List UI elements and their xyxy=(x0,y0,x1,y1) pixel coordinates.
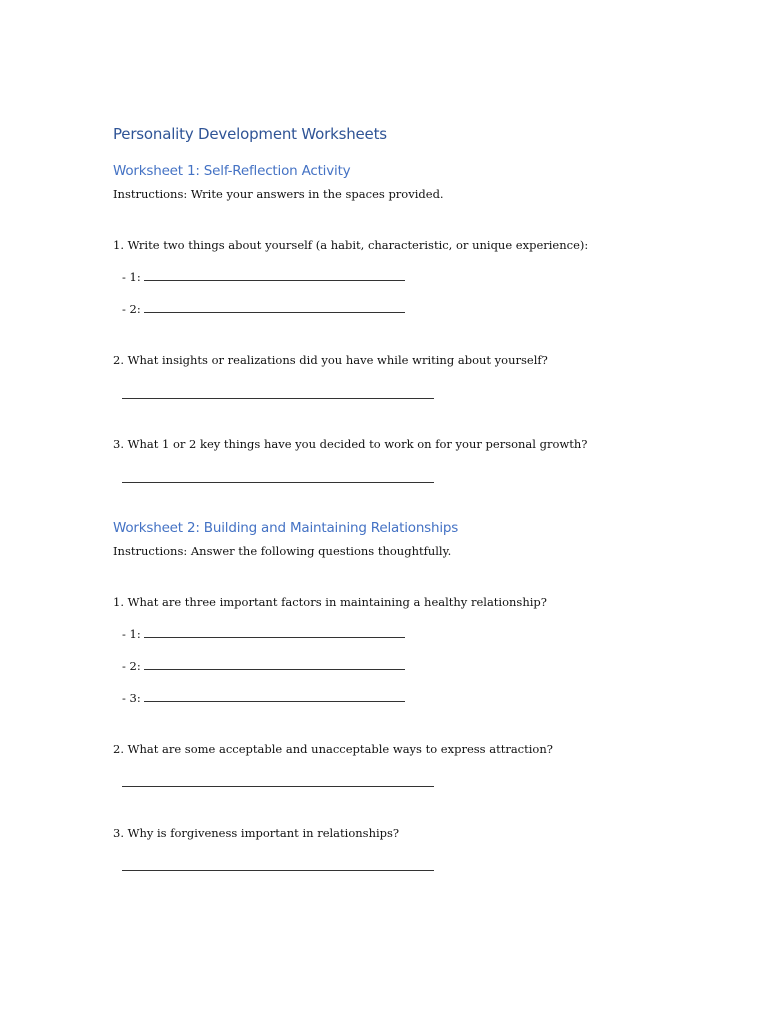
worksheet-2-question-2: 2. What are some acceptable and unacceptable ways to express attraction? xyxy=(113,742,553,756)
answer-line[interactable] xyxy=(144,660,405,670)
answer-label: - 1: xyxy=(122,270,141,284)
worksheet-2-q1-answer-2[interactable] xyxy=(122,659,405,673)
answer-line[interactable] xyxy=(122,861,434,871)
answer-line[interactable] xyxy=(122,473,434,483)
worksheet-2-title: Worksheet 2: Building and Maintaining Relationships xyxy=(113,520,459,536)
worksheet-1-q3-answer[interactable] xyxy=(122,472,434,486)
answer-line[interactable] xyxy=(144,271,405,281)
worksheet-1-question-1: 1. Write two things about yourself (a habit, characteristic, or unique experience): xyxy=(113,238,589,252)
worksheet-2-q1-answer-3[interactable] xyxy=(122,691,405,705)
worksheet-2-q1-answer-1[interactable] xyxy=(122,627,405,641)
answer-label: - 2: xyxy=(122,302,141,316)
worksheet-2-question-1: 1. What are three important factors in maintaining a healthy relationship? xyxy=(113,595,547,609)
worksheet-1-question-3: 3. What 1 or 2 key things have you decided to work on for your personal growth? xyxy=(113,437,588,451)
answer-line[interactable] xyxy=(122,389,434,399)
answer-label: - 3: xyxy=(122,691,141,705)
worksheet-2-q2-answer[interactable] xyxy=(122,776,434,790)
answer-line[interactable] xyxy=(144,303,405,313)
worksheet-1-q2-answer[interactable] xyxy=(122,388,434,402)
worksheet-1-q1-answer-2[interactable] xyxy=(122,302,405,316)
worksheet-2-instructions: Instructions: Answer the following questions thoughtfully. xyxy=(113,544,452,558)
worksheet-2-question-3: 3. Why is forgiveness important in relationships? xyxy=(113,826,400,840)
answer-label: - 2: xyxy=(122,659,141,673)
worksheet-1-question-2: 2. What insights or realizations did you have while writing about yourself? xyxy=(113,353,548,367)
worksheet-1-q1-answer-1[interactable] xyxy=(122,270,405,284)
worksheet-2-q3-answer[interactable] xyxy=(122,860,434,874)
worksheet-1-instructions: Instructions: Write your answers in the spaces provided. xyxy=(113,187,444,201)
document-title: Personality Development Worksheets xyxy=(113,125,387,143)
worksheet-1-title: Worksheet 1: Self-Reflection Activity xyxy=(113,163,351,179)
answer-label: - 1: xyxy=(122,627,141,641)
answer-line[interactable] xyxy=(144,628,405,638)
answer-line[interactable] xyxy=(122,777,434,787)
answer-line[interactable] xyxy=(144,692,405,702)
